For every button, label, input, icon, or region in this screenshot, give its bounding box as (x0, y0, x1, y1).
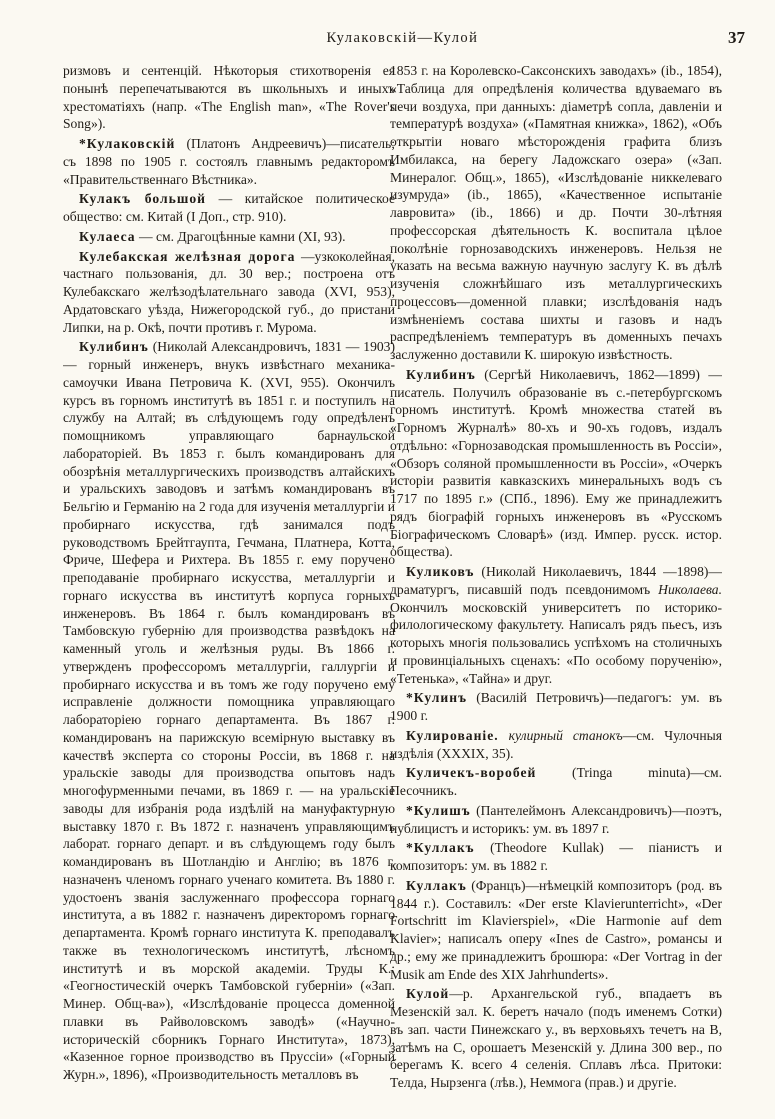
entry-kulikov (390, 563, 722, 687)
entry-text: — см. Драгоцѣнные камни (XI, 93). (135, 228, 346, 244)
entry-kulichek (390, 764, 722, 800)
entry-headword: Куличекъ-воробей (406, 765, 537, 781)
entry-headword: Кулибинъ (406, 366, 476, 382)
entry-kulak-bolshoy (63, 190, 395, 226)
entry-text-tail: —см. Чулочныя издѣлія (XXXIX, 35). (390, 727, 722, 761)
entry-text: (Tringa minuta)—см. Песочникъ. (390, 765, 722, 798)
entry-headword: Кулебакская желѣзная дорога (79, 248, 296, 264)
entry-kulibin-nikolay (63, 338, 395, 1084)
entry-text: —узкоколейная, частнаго пользованія, дл. 30 вер.; построена отъ Кулебакскаго желѣзодѣлательнаго завода (XVI, 953), Ардатовскаго уѣзда, Нижегородской губ., до пристани Липки, на р. Окѣ, почти противъ г. Мурома. (63, 248, 395, 335)
entry-kulin (390, 689, 722, 725)
entry-kulibin-sergey (390, 366, 722, 561)
entry-headword: Кулакъ большой (79, 191, 206, 207)
entry-text-tail: Окончилъ московскій университетъ по историко-филологическому факультету. Написалъ рядъ пьесъ, изъ которыхъ многія пользовались успѣхомъ на столичныхъ и провинціальныхъ сценахъ: «По особому порученію», «Тетенька», «Тайна» и друг. (390, 599, 722, 686)
entry-text: —р. Архангельской губ., впадаетъ въ Мезенскій зал. К. беретъ начало (подъ именемъ Сотки) въ зап. части Пинежскаго у., въ верховьяхъ течетъ на В, затѣмъ на С, орошаетъ Мезенскій у. Длина 300 вер., по берегамъ К. всего 4 селенія. Сплавъ лѣса. Притоки: Телда, Нырзенга (лѣв.), Неммога (прав.) и другіе. (390, 986, 722, 1090)
entry-kuloy (390, 985, 722, 1092)
entry-headword: *Кулинъ (406, 690, 467, 706)
entry-headword: Кулированіе. (406, 727, 499, 743)
entry-text: (Пантелеймонъ Александровичъ)—поэтъ, публицистъ и историкъ: ум. въ 1897 г. (390, 802, 722, 836)
entry-headword: *Куллакъ (406, 840, 475, 856)
page-header (60, 30, 745, 54)
entry-headword: *Кулишъ (406, 802, 471, 818)
entry-text: (Николай Александровичъ, 1831 — 1903) — горный инженеръ, внукъ извѣстнаго механика-самоучки Ивана Петровича К. (XVI, 955). Окончилъ курсъ въ горномъ институтѣ въ 1851 г. и поступилъ на службу на Алтай; въ слѣдующемъ году опредѣленъ помощникомъ управляющаго барнаульской лабораторіей. Въ 1853 г. былъ командированъ для обозрѣнія металлургическихъ производствъ алтайскихъ и уральскихъ заводовъ и затѣмъ командированъ въ Бельгію и Германію на 2 года для изученія металлургіи и пробирнаго искусства, гдѣ занимался подъ руководствомъ Брейтгаупта, Гечмана, Платнера, Котта, Фриче, Шефера и Рихтера. Въ 1855 г. ему поручено преподаваніе пробирнаго искусства, металлургіи и горнаго искусства въ институтѣ корпуса горныхъ инженеровъ. Въ 1864 г. былъ командированъ въ Тамбовскую губернію для производства развѣдокъ на каменный уголь и желѣзныя руды. Въ 1866 г. утвержденъ профессоромъ металлургіи, галлургіи и пробирнаго искусства и въ томъ же году поручено ему исправленіе должности помощника управляющаго лабораторіею горнаго департамента. Въ 1867 г. командированъ на парижскую всемірную выставку въ качествѣ эксперта со стороны Россіи, въ 1868 г. на уральскіе заводы для производства опытовъ надъ многофурменными печами, въ 1869 г. — на уральскіе заводы для избранія рода издѣлій на мануфактурную выставку 1870 г. Въ 1872 г. назначенъ управляющимъ лаборат. горнаго департ. и въ слѣдующемъ году былъ командированъ въ Шотландію и Англію; въ 1876 г. назначенъ членомъ горнаго ученаго комитета. Въ 1880 г. удостоенъ званія заслуженнаго профессора горнаго института, а въ 1882 г. назначенъ директоромъ горнаго департамента. Кромѣ горнаго института К. преподавалъ также въ технологическомъ институтѣ, лѣсномъ институтѣ и въ морской академіи. Труды К.: «Геогностическій очеркъ Тамбовской губерніи» («Зап. Минер. Общ-ва»), «Изслѣдованіе процесса доменной плавки въ Райволовскомъ заводѣ» («Научно-историческій сборникъ Горнаго Института», 1873), «Казенное горное производство въ Пруссіи» («Горный Журн.», 1896), «Производительность металловъ въ (63, 339, 395, 1082)
entry-text: (Сергѣй Николаевичъ, 1862—1899) — писатель. Получилъ образованіе въ с.-петербургскомъ горномъ институтѣ. Кромѣ множества статей въ «Горномъ Журналѣ» 80-хъ и 90-хъ годовъ, издалъ отдѣльно: «Горнозаводская промышленность въ Россіи», «Обзоръ соляной промышленности въ Россіи», «Очеркъ исторіи развитія кавказскихъ минеральныхъ водъ съ 1717 по 1895 г.» (СПб., 1896). Ему же принадлежитъ рядъ біографій горныхъ инженеровъ въ «Русскомъ Біографическомъ Словарѣ» (изд. Импер. русск. истор. общества). (390, 366, 722, 560)
entry-text: (Николай Николаевичъ, 1844 —1898)—драматургъ, писавшій подъ псевдонимомъ (390, 564, 722, 597)
running-head: Кулаковскій—Кулой (326, 30, 479, 46)
entry-kullak-franz (390, 877, 722, 984)
entry-text: 1853 г. на Королевско-Саксонскихъ заводахъ» (ib., 1854), «Таблица для опредѣленія количества вдуваемаго въ печи воздуха, при данныхъ: діаметрѣ сопла, давленіи и температурѣ воздуха» («Памятная книжка», 1862), «Объ открытіи новаго мѣсторожденія графита близъ Имбилакса, на берегу Ладожскаго озера» («Зап. Минералог. Общ.», 1865), «Изслѣдованіе никкелеваго изумруда» (ib., 1865), «Качественное испытаніе лавровита» (ib., 1866) и др. Почти 30-лѣтняя профессорская дѣятельность К. воспитала цѣлое поколѣніе горнозаводскихъ инженеровъ. Нельзя не указать на весьма важную научную заслугу К. въ дѣлѣ изученія сложнѣйшаго изъ металлургическихъ процессовъ—доменной плавки; изслѣдованія надъ измѣненіемъ состава шихты и газовъ и надъ распредѣленіемъ температуръ въ доменныхъ печахъ заслуженно доставили К. широкую извѣстность. (390, 63, 722, 362)
entry-kulakovsky (63, 135, 395, 188)
entry-headword: Кулой (406, 986, 450, 1002)
entry-kulirovanie (390, 727, 722, 763)
entry-continuation (390, 62, 722, 364)
page-number: 37 (728, 28, 745, 47)
entry-headword: Кулаеса (79, 228, 136, 244)
entry-headword: Куллакъ (406, 877, 467, 893)
entry-italic: Николаева. (658, 581, 722, 597)
entry-kulebaki-railway (63, 248, 395, 337)
entry-text: (Theodore Kullak) — піанистъ и композиторъ: ум. въ 1882 г. (390, 840, 722, 873)
entry-italic: кулирный станокъ (508, 727, 623, 743)
entry-text: ризмовъ и сентенцій. Нѣкоторыя стихотворенія ея понынѣ перепечатываются въ школьныхъ и иныхъ хрестоматіяхъ (напр. «The English man», «The Rover's Song»). (63, 63, 395, 132)
entry-kulish (390, 802, 722, 838)
entry-headword: Кулибинъ (79, 339, 149, 355)
entry-text: (Василій Петровичъ)—педагогъ: ум. въ 1900 г. (390, 690, 722, 723)
right-column (390, 62, 722, 1112)
entry-text: (Платонъ Андреевичъ)—писатель; съ 1898 по 1905 г. состоялъ главнымъ редакторомъ «Правительственнаго Вѣстника». (63, 136, 395, 187)
entry-kullak-theodore (390, 839, 722, 875)
entry-kulaesa (63, 228, 395, 246)
entry-text: (Францъ)—нѣмецкій композиторъ (род. въ 1844 г.). Составилъ: «Der erste Klavierunterricht», «Der Fortschritt im Klavierspiel», «Die Harmonie auf dem Klavier»; написалъ оперу «Ines de Castro», романсы и др.; ему же принадлежитъ брошюра: «Der Vortrag in der Musik am Ende des XIX Jahrhunderts». (390, 877, 722, 982)
left-column (63, 62, 395, 1112)
entry-text (499, 728, 509, 743)
entry-headword: *Кулаковскій (79, 136, 176, 151)
entry-continuation (63, 62, 395, 133)
entry-text: — китайское политическое общество: см. Китай (I Доп., стр. 910). (63, 191, 395, 224)
entry-headword: Куликовъ (406, 564, 475, 579)
